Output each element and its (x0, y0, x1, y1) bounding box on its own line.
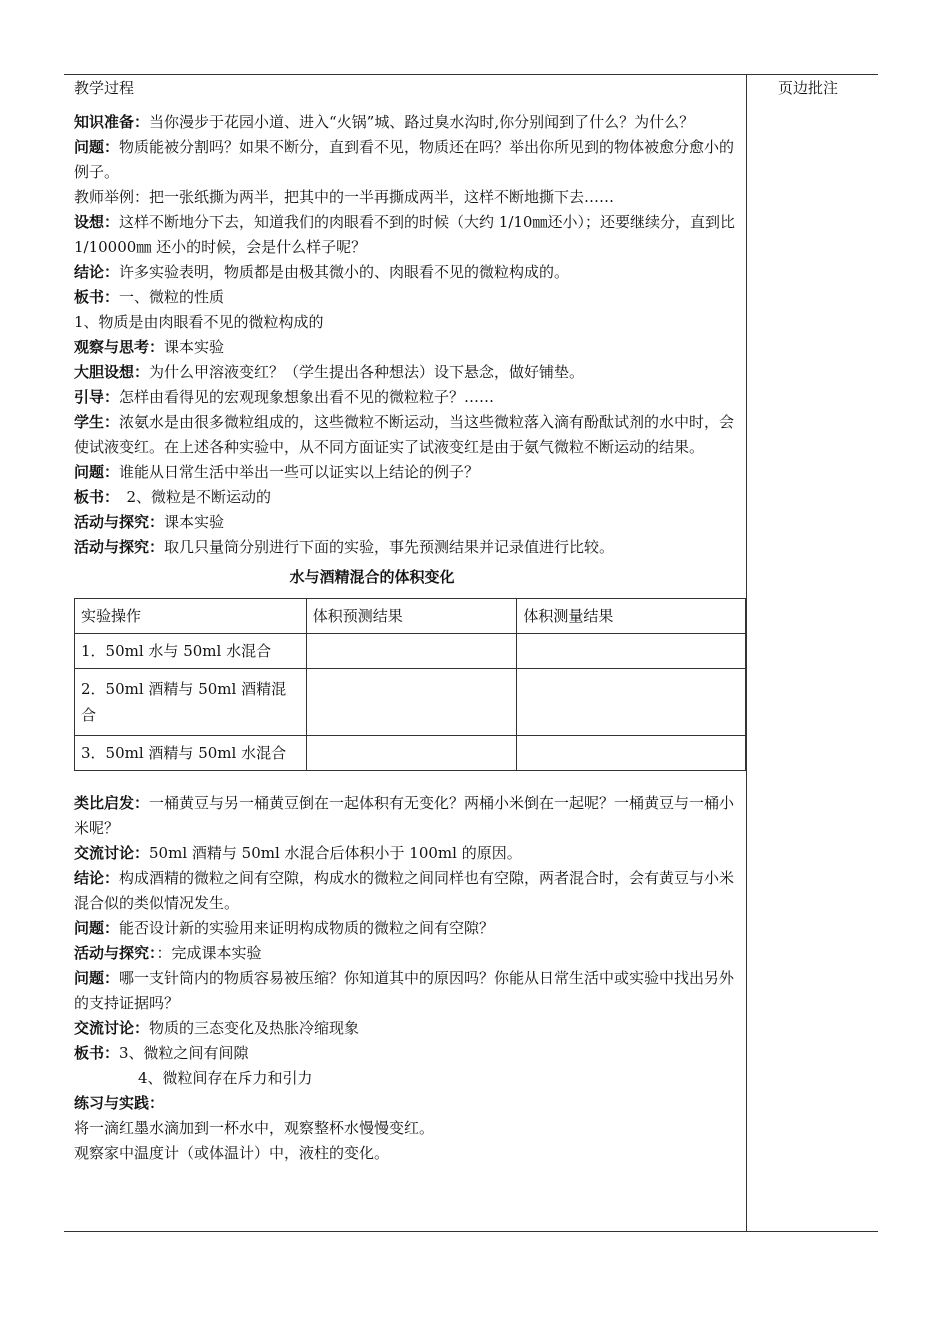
paragraph-text: 为什么甲溶液变红？（学生提出各种想法）设下悬念，做好铺垫。 (149, 363, 585, 381)
paragraph-text: 哪一支针筒内的物质容易被压缩？你知道其中的原因吗？你能从日常生活中或实验中找出另外的支持证据吗？ (74, 969, 735, 1012)
paragraph (74, 260, 742, 285)
table-row (75, 634, 746, 669)
paragraph (74, 510, 742, 535)
paragraph-label: 引导： (74, 388, 120, 406)
paragraph-text: 教师举例：把一张纸撕为两半，把其中的一半再撕成两半，这样不断地撕下去…… (74, 188, 615, 206)
bottom-rule (64, 1231, 878, 1232)
paragraph-label: 问题： (74, 919, 120, 937)
table-cell (306, 736, 517, 771)
table-cell: 1．50ml 水与 50ml 水混合 (75, 634, 307, 669)
table-cell (306, 634, 517, 669)
paragraph (74, 360, 742, 385)
table-cell: 3．50ml 酒精与 50ml 水混合 (75, 736, 307, 771)
paragraph (74, 185, 742, 210)
paragraph-label: 活动与探究： (74, 944, 157, 962)
table-cell: 2．50ml 酒精与 50ml 酒精混合 (75, 669, 307, 736)
paragraph-label: 大胆设想： (74, 363, 150, 381)
paragraph (74, 285, 742, 310)
teaching-process-header: 教学过程 (74, 79, 135, 97)
margin-notes-header: 页边批注 (778, 79, 839, 97)
paragraph-text: 怎样由看得见的宏观现象想象出看不见的微粒粒子？…… (119, 388, 495, 406)
table-title: 水与酒精混合的体积变化 (289, 569, 455, 586)
paragraph-label: 问题： (74, 463, 120, 481)
table-cell (517, 736, 746, 771)
paragraph (74, 110, 742, 135)
practice-label: 练习与实践： (74, 1094, 165, 1112)
paragraph-label: 设想： (74, 213, 120, 231)
paragraph (74, 210, 742, 260)
table-cell (306, 669, 517, 736)
paragraph (74, 941, 742, 966)
paragraph-text: 3、微粒之间有间隙 (119, 1044, 249, 1062)
paragraph-text: 谁能从日常生活中举出一些可以证实以上结论的例子？ (119, 463, 480, 481)
table-cell (517, 669, 746, 736)
table-header-cell: 体积预测结果 (306, 599, 517, 634)
paragraph-text: ：完成课本实验 (156, 944, 262, 962)
paragraph (74, 841, 742, 866)
paragraph-label: 板书： (74, 1044, 120, 1062)
paragraph (74, 310, 742, 335)
table-header-row (75, 599, 746, 634)
paragraph-label: 知识准备： (74, 113, 150, 131)
paragraph-text: 构成酒精的微粒之间有空隙，构成水的微粒之间同样也有空隙，两者混合时，会有黄豆与小米混合似的类似情况发生。 (74, 869, 735, 912)
paragraph-text: 能否设计新的实验用来证明构成物质的微粒之间有空隙？ (119, 919, 495, 937)
paragraph-text: 课本实验 (164, 513, 225, 531)
paragraph-text: 当你漫步于花园小道、进入“火锅”城、路过臭水沟时,你分别闻到了什么？为什么？ (149, 113, 695, 131)
table-header-cell: 体积测量结果 (517, 599, 746, 634)
paragraph-label: 结论： (74, 869, 120, 887)
paragraph-text: 物质的三态变化及热胀冷缩现象 (149, 1019, 360, 1037)
paragraph (74, 335, 742, 360)
paragraph-group-a (74, 110, 742, 560)
paragraph (74, 535, 742, 560)
paragraph (74, 135, 742, 185)
paragraph-text: 2、微粒是不断运动的 (111, 488, 272, 506)
paragraph-text: 1、物质是由肉眼看不见的微粒构成的 (74, 313, 324, 331)
paragraph-label: 板书： (74, 488, 112, 506)
paragraph-text: 物质能被分割吗？如果不断分，直到看不见，物质还在吗？举出你所见到的物体被愈分愈小的例子。 (74, 138, 735, 181)
paragraph-label: 活动与探究： (74, 538, 165, 556)
paragraph-text: 一、微粒的性质 (119, 288, 225, 306)
experiment-table (74, 598, 746, 771)
paragraph-label: 活动与探究： (74, 513, 165, 531)
top-rule (64, 74, 878, 75)
paragraph-label: 观察与思考： (74, 338, 165, 356)
paragraph-label: 结论： (74, 263, 120, 281)
paragraph-group-b (74, 791, 742, 1066)
paragraph-text: 课本实验 (164, 338, 225, 356)
paragraph (74, 485, 742, 510)
paragraph-label: 问题： (74, 138, 120, 156)
paragraph-label: 交流讨论： (74, 1019, 150, 1037)
table-row (75, 736, 746, 771)
paragraph-text: 这样不断地分下去，知道我们的肉眼看不到的时候（大约 1/10㎜还小）；还要继续分，直到比 1/10000㎜ 还小的时候，会是什么样子呢？ (74, 213, 735, 256)
practice-item: 观察家中温度计（或体温计）中，液柱的变化。 (74, 1144, 390, 1162)
table-row (75, 669, 746, 736)
paragraph-text: 50ml 酒精与 50ml 水混合后体积小于 100ml 的原因。 (149, 844, 522, 862)
paragraph-label: 类比启发： (74, 794, 150, 812)
board-item-4: 4、微粒间存在斥力和引力 (138, 1069, 313, 1087)
paragraph (74, 385, 742, 410)
teaching-process-column (74, 78, 742, 1166)
paragraph-text: 取几只量筒分别进行下面的实验，事先预测结果并记录值进行比较。 (164, 538, 615, 556)
practice-item: 将一滴红墨水滴加到一杯水中，观察整杯水慢慢变红。 (74, 1119, 435, 1137)
paragraph-label: 问题： (74, 969, 120, 987)
column-divider (746, 74, 747, 1231)
paragraph (74, 410, 742, 460)
table-cell (517, 634, 746, 669)
paragraph (74, 916, 742, 941)
paragraph-label: 板书： (74, 288, 120, 306)
paragraph (74, 791, 742, 841)
paragraph-text: 一桶黄豆与另一桶黄豆倒在一起体积有无变化？两桶小米倒在一起呢？一桶黄豆与一桶小米呢？ (74, 794, 735, 837)
table-header-cell: 实验操作 (75, 599, 307, 634)
paragraph (74, 966, 742, 1016)
paragraph (74, 460, 742, 485)
paragraph (74, 1016, 742, 1041)
paragraph-label: 学生： (74, 413, 120, 431)
paragraph (74, 1041, 742, 1066)
paragraph-label: 交流讨论： (74, 844, 150, 862)
paragraph (74, 866, 742, 916)
paragraph-text: 许多实验表明，物质都是由极其微小的、肉眼看不见的微粒构成的。 (119, 263, 570, 281)
paragraph-text: 浓氨水是由很多微粒组成的，这些微粒不断运动，当这些微粒落入滴有酚酞试剂的水中时，会使试液变红。在上述各种实验中，从不同方面证实了试液变红是由于氨气微粒不断运动的结果。 (74, 413, 735, 456)
